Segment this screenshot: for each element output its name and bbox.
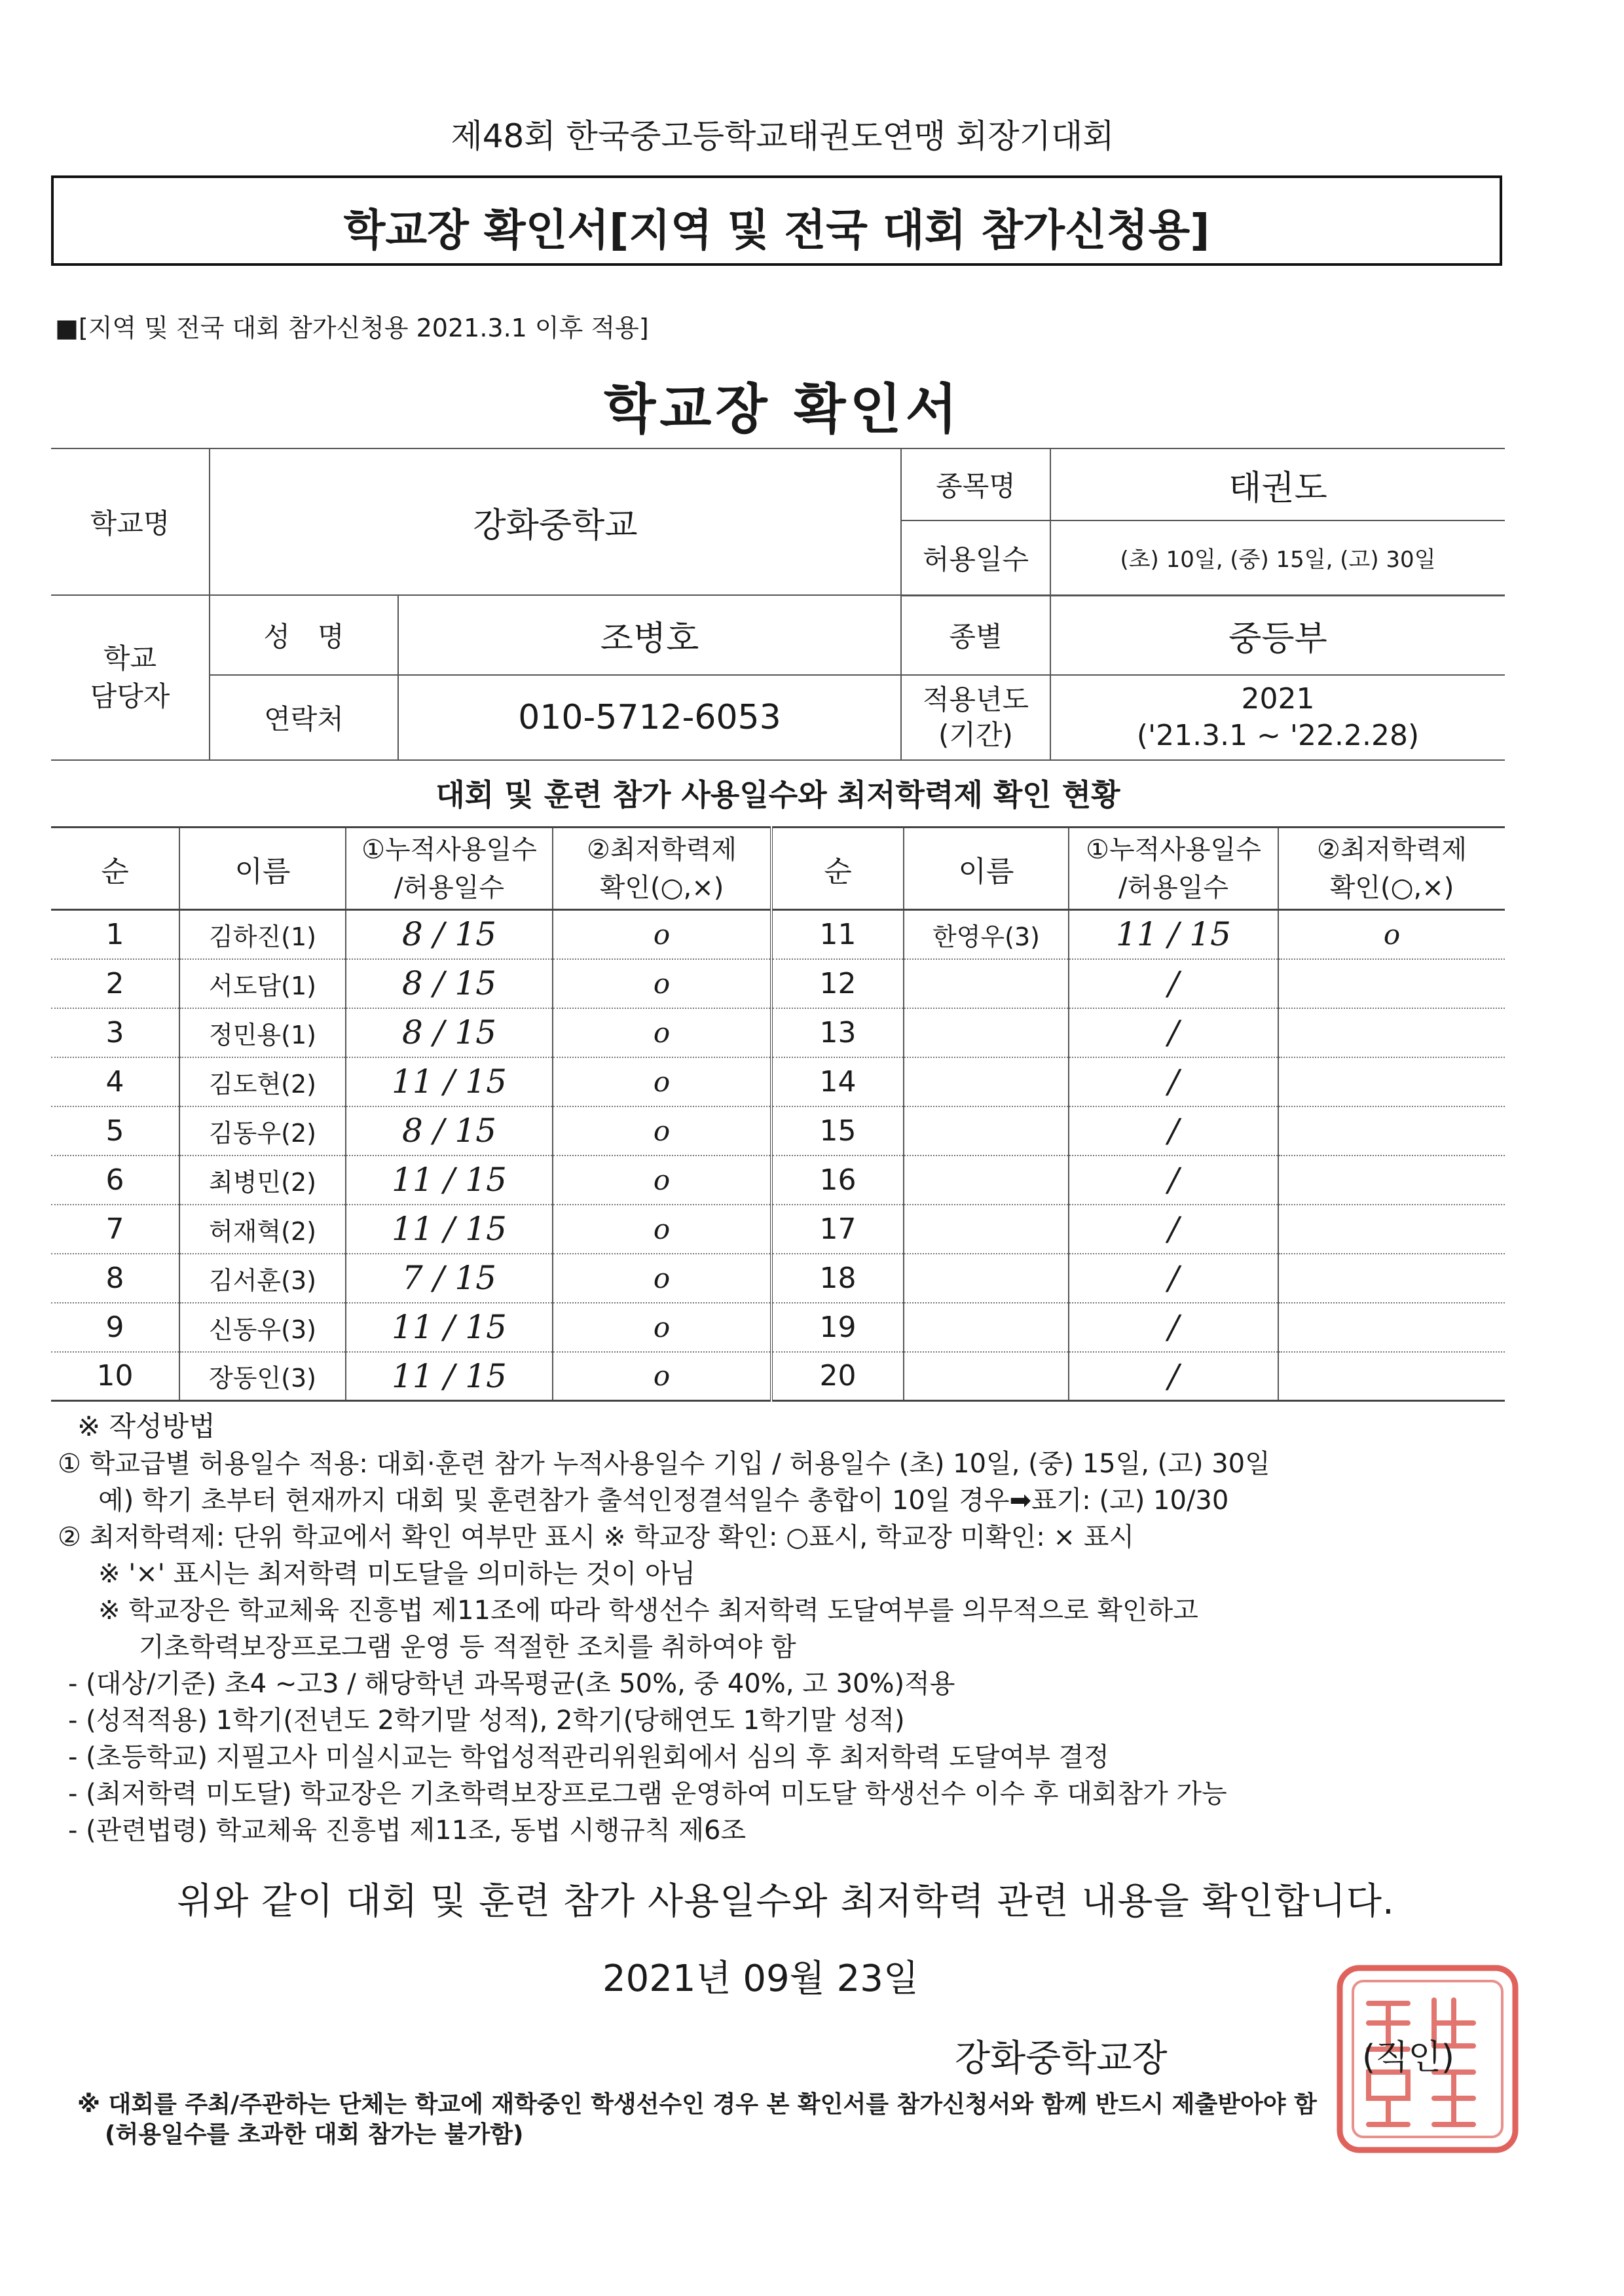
footer-note-1: ※ 대회를 주최/주관하는 단체는 학교에 재학중인 학생선수인 경우 본 확인서를 참가신청서와 함께 반드시 제출받아야 함 (77, 2091, 1317, 2118)
box-title: 학교장 확인서[지역 및 전국 대회 참가신청용] (343, 205, 1210, 255)
cell-days: 8 / 15 (346, 1008, 553, 1057)
status-table (51, 826, 1505, 1402)
cell-check (1278, 1303, 1505, 1352)
col-no-right: 순 (771, 828, 904, 910)
note-3: ※ '×' 표시는 최저학력 미도달을 의미하는 것이 아님 (98, 1559, 696, 1589)
note-4b: 기초학력보장프로그램 운영 등 적절한 조치를 취하여야 함 (139, 1632, 796, 1662)
cell-name: 정민용(1) (179, 1008, 346, 1057)
col-check-right: ②최저학력제 확인(○,×) (1278, 828, 1505, 910)
cell-days: / (1069, 1008, 1278, 1057)
cell-no: 13 (771, 1008, 904, 1057)
note-d5: - (관련법령) 학교체육 진흥법 제11조, 동법 시행규칙 제6조 (68, 1815, 747, 1846)
note-2: ② 최저학력제: 단위 학교에서 확인 여부만 표시 ※ 학교장 확인: ○표시, 학교장 미확인: × 표시 (58, 1522, 1135, 1552)
cell-name (904, 1106, 1069, 1156)
cell-check: o (1278, 910, 1505, 959)
note-d1: - (대상/기준) 초4 ~고3 / 해당학년 과목평균(초 50%, 중 40%, 고 30%)적용 (68, 1669, 955, 1699)
cell-check: o (553, 1254, 771, 1303)
cell-name (904, 1254, 1069, 1303)
cell-name: 한영우(3) (904, 910, 1069, 959)
cell-check (1278, 959, 1505, 1008)
cell-check: o (553, 959, 771, 1008)
principal-name: 강화중학교장 (955, 2037, 1168, 2080)
event-title: 제48회 한국중고등학교태권도연맹 회장기대회 (451, 117, 1115, 155)
contact-label: 연락처 (210, 675, 398, 760)
school-label: 학교명 (51, 448, 210, 595)
cell-days: 8 / 15 (346, 959, 553, 1008)
table-row (51, 910, 1505, 959)
table-row (51, 1156, 1505, 1205)
cell-no: 5 (51, 1106, 179, 1156)
cell-days: 11 / 15 (346, 1057, 553, 1106)
cell-check (1278, 1156, 1505, 1205)
notes-heading: ※ 작성방법 (77, 1410, 215, 1442)
table-row (51, 1057, 1505, 1106)
table-row (51, 1008, 1505, 1057)
cell-days: / (1069, 1057, 1278, 1106)
cell-name: 김서훈(3) (179, 1254, 346, 1303)
cell-check (1278, 1205, 1505, 1254)
cell-name (904, 1156, 1069, 1205)
table-row (51, 1106, 1505, 1156)
cell-name: 신동우(3) (179, 1303, 346, 1352)
name-label: 성 명 (210, 595, 398, 675)
cell-days: / (1069, 1254, 1278, 1303)
cell-name (904, 1057, 1069, 1106)
col-no: 순 (51, 828, 179, 910)
contact-value: 010-5712-6053 (398, 675, 901, 760)
table-row (51, 1205, 1505, 1254)
cell-no: 19 (771, 1303, 904, 1352)
cell-name: 허재혁(2) (179, 1205, 346, 1254)
cell-days: 11 / 15 (346, 1352, 553, 1401)
confirm-statement: 위와 같이 대회 및 훈련 참가 사용일수와 최저학력 관련 내용을 확인합니다. (177, 1880, 1395, 1923)
cell-no: 18 (771, 1254, 904, 1303)
cell-check (1278, 1008, 1505, 1057)
cell-name (904, 1008, 1069, 1057)
cell-name: 장동인(3) (179, 1352, 346, 1401)
footer-note-2: (허용일수를 초과한 대회 참가는 불가함) (105, 2121, 524, 2148)
table-row (51, 1303, 1505, 1352)
cell-no: 11 (771, 910, 904, 959)
info-table (51, 448, 1505, 761)
allowed-value: (초) 10일, (중) 15일, (고) 30일 (1050, 520, 1505, 595)
confirm-date: 2021년 09월 23일 (602, 1958, 919, 2000)
cell-days: 11 / 15 (346, 1303, 553, 1352)
cell-no: 16 (771, 1156, 904, 1205)
cell-no: 3 (51, 1008, 179, 1057)
cell-no: 1 (51, 910, 179, 959)
seal-label: (직인) (1362, 2038, 1455, 2077)
note-d2: - (성적적용) 1학기(전년도 2학기말 성적), 2학기(당해연도 1학기말 성적) (68, 1705, 905, 1736)
cell-no: 9 (51, 1303, 179, 1352)
year-label: 적용년도 (기간) (901, 675, 1050, 760)
cell-days: / (1069, 1352, 1278, 1401)
table-row (51, 959, 1505, 1008)
main-title: 학교장 확인서 (604, 378, 961, 441)
sport-label: 종목명 (901, 448, 1050, 520)
notice-text: ■[지역 및 전국 대회 참가신청용 2021.3.1 이후 적용] (55, 314, 649, 342)
cell-name: 김동우(2) (179, 1106, 346, 1156)
note-4a: ※ 학교장은 학교체육 진흥법 제11조에 따라 학생선수 최저학력 도달여부를 의무적으로 확인하고 (98, 1595, 1198, 1626)
note-d4: - (최저학력 미도달) 학교장은 기초학력보장프로그램 운영하여 미도달 학생선수 이수 후 대회참가 가능 (68, 1779, 1227, 1809)
cell-check (1278, 1352, 1505, 1401)
cell-name (904, 1205, 1069, 1254)
cell-name (904, 1352, 1069, 1401)
cell-days: 11 / 15 (346, 1205, 553, 1254)
manager-label: 학교 담당자 (51, 595, 210, 760)
cell-name: 최병민(2) (179, 1156, 346, 1205)
cell-days: 8 / 15 (346, 1106, 553, 1156)
note-1b: 예) 학기 초부터 현재까지 대회 및 훈련참가 출석인정결석일수 총합이 10일 경우➡표기: (고) 10/30 (98, 1485, 1229, 1516)
cell-days: 8 / 15 (346, 910, 553, 959)
cell-no: 14 (771, 1057, 904, 1106)
cell-days: / (1069, 1205, 1278, 1254)
status-title: 대회 및 훈련 참가 사용일수와 최저학력제 확인 현황 (435, 777, 1120, 812)
cell-no: 2 (51, 959, 179, 1008)
cell-no: 6 (51, 1156, 179, 1205)
cell-check: o (553, 1352, 771, 1401)
cell-no: 10 (51, 1352, 179, 1401)
cell-name (904, 959, 1069, 1008)
year-cell (1050, 675, 1505, 760)
col-days-right: ①누적사용일수 /허용일수 (1069, 828, 1278, 910)
table-row (51, 1254, 1505, 1303)
year-value: 2021 (1241, 682, 1315, 716)
cell-check (1278, 1057, 1505, 1106)
cell-days: / (1069, 1303, 1278, 1352)
cell-check (1278, 1254, 1505, 1303)
cell-days: 7 / 15 (346, 1254, 553, 1303)
category-value: 중등부 (1050, 595, 1505, 675)
cell-days: 11 / 15 (346, 1156, 553, 1205)
manager-name: 조병호 (398, 595, 901, 675)
cell-days: / (1069, 1156, 1278, 1205)
cell-no: 8 (51, 1254, 179, 1303)
cell-days: 11 / 15 (1069, 910, 1278, 959)
cell-no: 20 (771, 1352, 904, 1401)
cell-name: 김도현(2) (179, 1057, 346, 1106)
category-label: 종별 (901, 595, 1050, 675)
cell-no: 12 (771, 959, 904, 1008)
col-name: 이름 (179, 828, 346, 910)
cell-name: 김하진(1) (179, 910, 346, 959)
school-name: 강화중학교 (210, 448, 901, 595)
cell-check: o (553, 1156, 771, 1205)
cell-no: 7 (51, 1205, 179, 1254)
cell-no: 4 (51, 1057, 179, 1106)
period-value: ('21.3.1 ~ '22.2.28) (1136, 719, 1420, 752)
col-days: ①누적사용일수 /허용일수 (346, 828, 553, 910)
cell-check: o (553, 1205, 771, 1254)
sport-value: 태권도 (1050, 448, 1505, 520)
cell-no: 17 (771, 1205, 904, 1254)
cell-check: o (553, 1303, 771, 1352)
cell-no: 15 (771, 1106, 904, 1156)
cell-days: / (1069, 959, 1278, 1008)
table-row (51, 1352, 1505, 1401)
note-1a: ① 학교급별 허용일수 적용: 대회·훈련 참가 누적사용일수 기입 / 허용일수 (초) 10일, (중) 15일, (고) 30일 (58, 1449, 1270, 1479)
status-header-row (51, 828, 1505, 910)
col-check: ②최저학력제 확인(○,×) (553, 828, 771, 910)
col-name-right: 이름 (904, 828, 1069, 910)
cell-check (1278, 1106, 1505, 1156)
cell-check: o (553, 1008, 771, 1057)
cell-name: 서도담(1) (179, 959, 346, 1008)
cell-check: o (553, 1057, 771, 1106)
cell-check: o (553, 1106, 771, 1156)
cell-days: / (1069, 1106, 1278, 1156)
cell-name (904, 1303, 1069, 1352)
cell-check: o (553, 910, 771, 959)
note-d3: - (초등학교) 지필고사 미실시교는 학업성적관리위원회에서 심의 후 최저학력 도달여부 결정 (68, 1742, 1109, 1772)
allowed-label: 허용일수 (901, 520, 1050, 595)
